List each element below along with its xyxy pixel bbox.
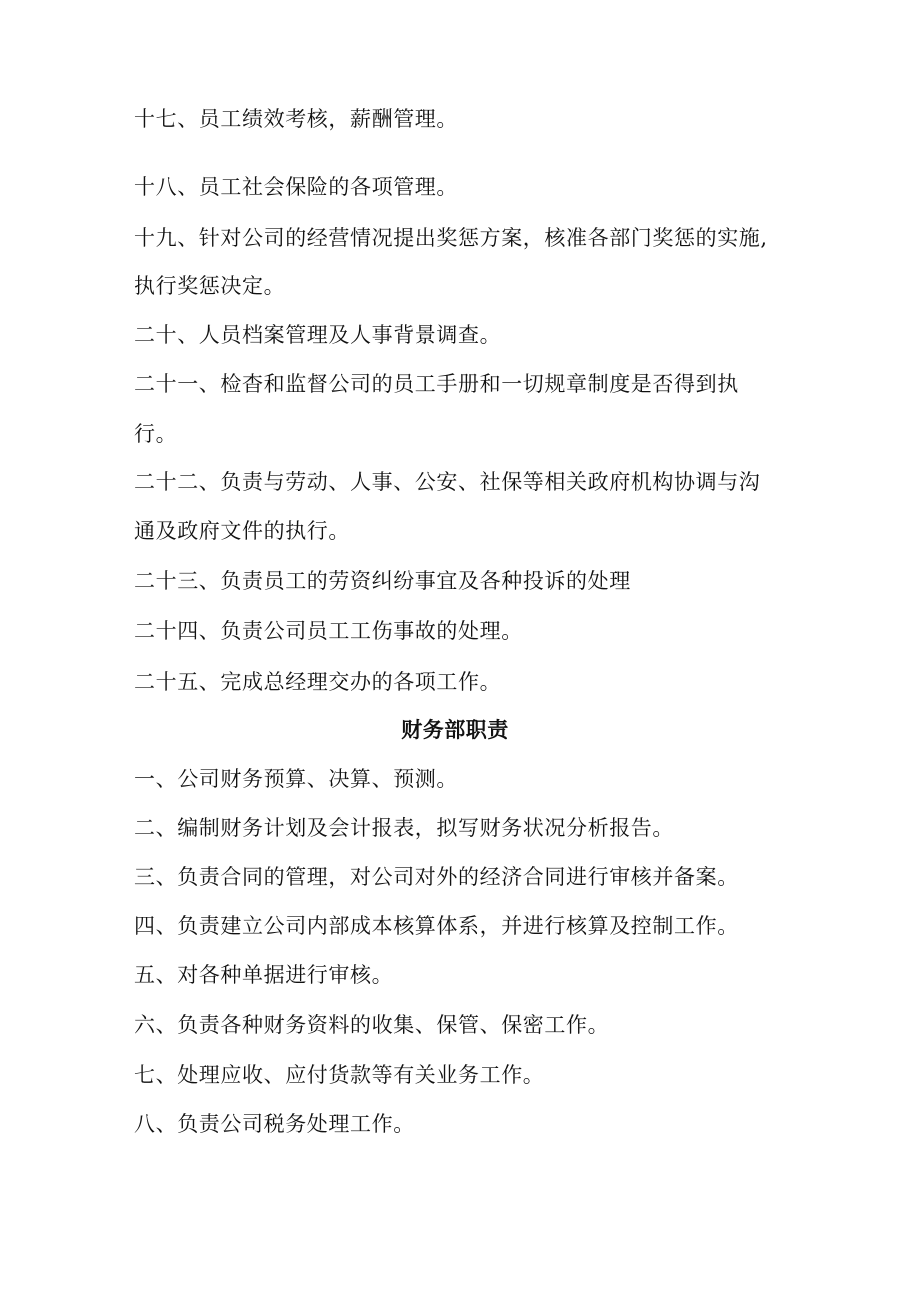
- hr-item-18: 十八、员工社会保险的各项管理。: [134, 175, 458, 199]
- hr-item-22-line2: 通及政府文件的执行。: [134, 519, 350, 543]
- finance-section-title: 财务部职责: [401, 718, 509, 742]
- finance-item-1: 一、公司财务预算、决算、预测。: [134, 767, 458, 791]
- finance-item-8: 八、负责公司税务处理工作。: [134, 1112, 415, 1136]
- finance-item-6: 六、负责各种财务资料的收集、保管、保密工作。: [134, 1013, 610, 1037]
- hr-item-19-line1: 十九、针对公司的经营情况提出奖惩方案，核准各部门奖惩的实施,: [134, 226, 768, 250]
- finance-item-4: 四、负责建立公司内部成本核算体系，并进行核算及控制工作。: [134, 914, 739, 938]
- finance-item-3: 三、负责合同的管理，对公司对外的经济合同进行审核并备案。: [134, 865, 739, 889]
- hr-item-25: 二十五、完成总经理交办的各项工作。: [134, 670, 502, 694]
- hr-item-21-line1: 二十一、检杳和监督公司的员工手册和一切规章制度是否得到执: [134, 372, 739, 396]
- hr-item-23: 二十三、负责员工的劳资纠纷事宜及各种投诉的处理: [134, 569, 631, 593]
- finance-item-5: 五、对各种单据进行审核。: [134, 963, 394, 987]
- hr-item-19-line2: 执行奖惩决定。: [134, 274, 286, 298]
- hr-item-22-line1: 二十二、负责与劳动、人事、公安、社保等相关政府机构协调与沟: [134, 470, 761, 494]
- finance-item-7: 七、处理应收、应付货款等有关业务工作。: [134, 1063, 545, 1087]
- hr-item-24: 二十四、负责公司员工工伤事故的处理。: [134, 619, 523, 643]
- hr-item-21-line2: 行。: [134, 422, 178, 446]
- hr-item-17: 十七、员工绩效考核，薪酬管理。: [134, 107, 458, 131]
- hr-item-20: 二十、人员档案管理及人事背景调查。: [134, 323, 502, 347]
- finance-item-2: 二、编制财务计划及会计报表，拟写财务状况分析报告。: [134, 816, 674, 840]
